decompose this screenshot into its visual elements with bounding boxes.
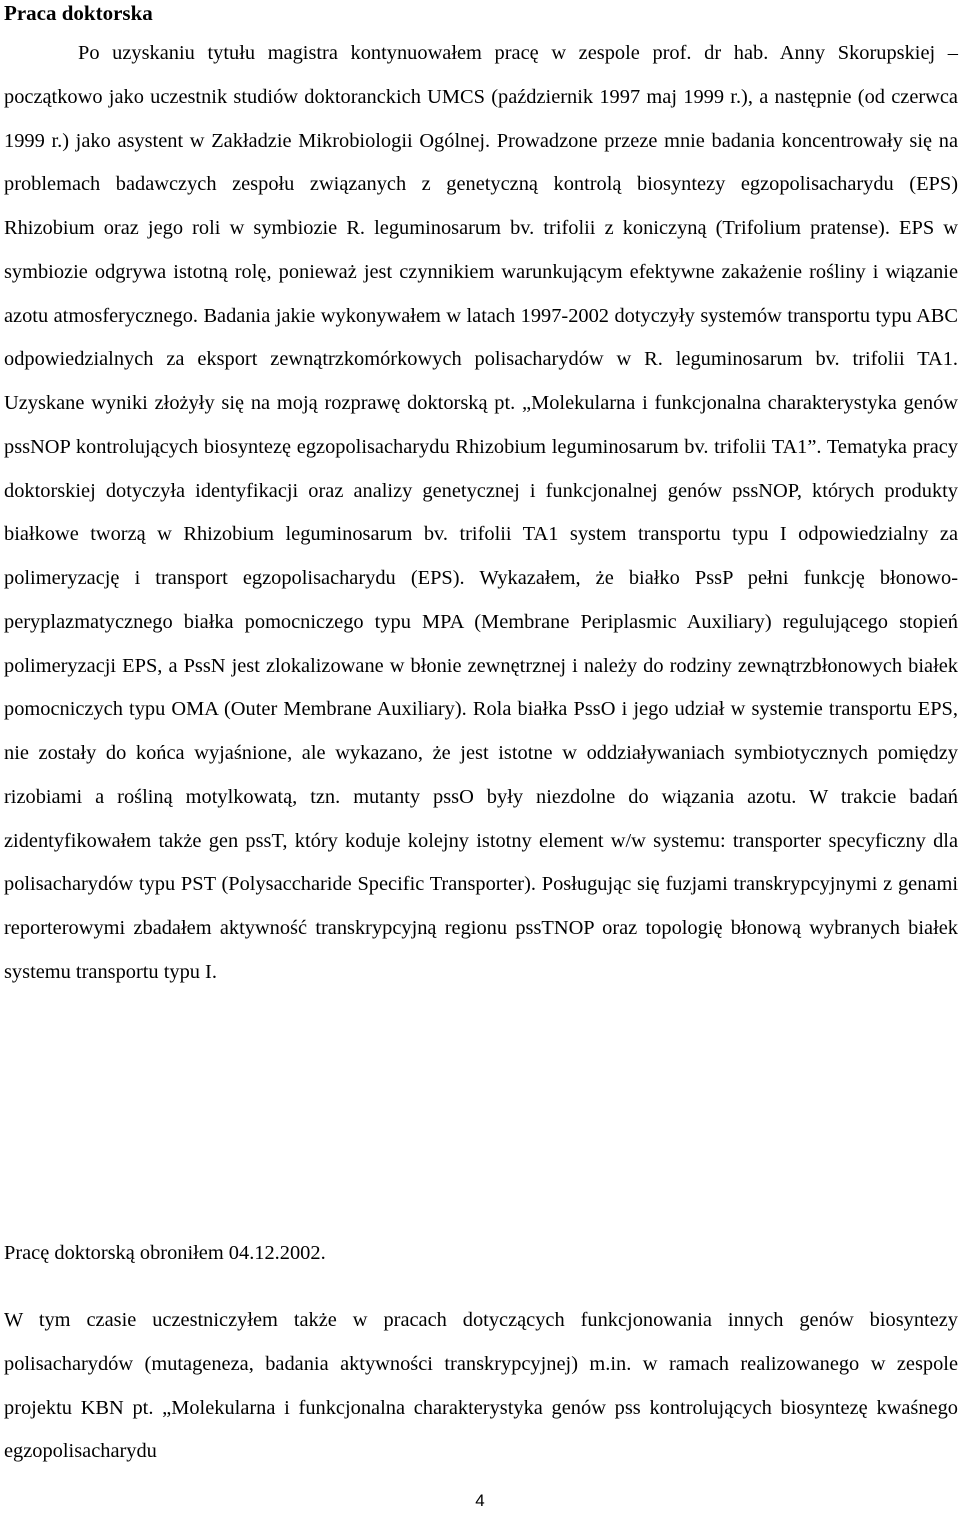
paragraph-phd-research: Po uzyskaniu tytułu magistra kontynuowałem pracę w zespole prof. dr hab. Anny Skorupskiej – początkowo jako uczestnik studiów doktoranckich UMCS (październik 1997 maj 1999 r.), a następnie (od czerwca 1999 r.) jako asystent w Zakładzie Mikrobiologii Ogólnej. Prowadzone przeze mnie badania koncentrowały się na problemach badawczych zespołu związanych z genetyczną kontrolą biosyntezy egzopolisacharydu (EPS) Rhizobium oraz jego roli w symbiozie R. leguminosarum bv. trifolii z koniczyną (Trifolium pratense). EPS w symbiozie odgrywa istotną rolę, ponieważ jest czynnikiem warunkującym efektywne zakażenie rośliny i wiązanie azotu atmosferycznego. Badania jakie wykonywałem w latach 1997-2002 dotyczyły systemów transportu typu ABC odpowiedzialnych za eksport zewnątrzkomórkowych polisacharydów w R. leguminosarum bv. trifolii TA1. Uzyskane wyniki złożyły się na moją rozprawę doktorską pt. „Molekularna i funkcjonalna charakterystyka genów pssNOP kontrolujących biosyntezę egzopolisacharydu Rhizobium leguminosarum bv. trifolii TA1”. Tematyka pracy doktorskiej dotyczyła identyfikacji oraz analizy genetycznej i funkcjonalnej genów pssNOP, których produkty białkowe tworzą w Rhizobium leguminosarum bv. trifolii TA1 system transportu typu I odpowiedzialny za polimeryzację i transport egzopolisacharydu (EPS). Wykazałem, że białko PssP pełni funkcję błonowo-peryplazmatycznego białka pomocniczego typu MPA (Membrane Periplasmic Auxiliary) regulującego stopień polimeryzacji EPS, a PssN jest zlokalizowane w błonie zewnętrznej i należy do rodziny zewnątrzbłonowych białek pomocniczych typu OMA (Outer Membrane Auxiliary). Rola białka PssO i jego udział w systemie transportu EPS, nie zostały do końca wyjaśnione, ale wykazano, że jest istotne w oddziaływaniach symbiotycznych pomiędzy rizobiami a rośliną motylkowatą, tzn. mutanty pssO były niezdolne do wiązania azotu. W trakcie badań zidentyfikowałem także gen pssT, który koduje kolejny istotny element w/w systemu: transporter specyficzny dla polisacharydów typu PST (Polysaccharide Specific Transporter). Posługując się fuzjami transkrypcyjnymi z genami reporterowymi zbadałem aktywność transkrypcyjną regionu pssTNOP oraz topologię błonową wybranych białek systemu transportu typu I. bbox=[4, 42, 958, 983]
paragraph-defense-date: Pracę doktorską obroniłem 04.12.2002. bbox=[4, 1242, 326, 1264]
section-heading: Praca doktorska bbox=[4, 1, 153, 25]
paragraph-other-work: W tym czasie uczestniczyłem także w pracach dotyczących funkcjonowania innych genów biosyntezy polisacharydów (mutageneza, badania aktywności transkrypcyjnej) m.in. w ramach realizowanego w zespole projektu KBN pt. „Molekularna i funkcjonalna charakterystyka genów pss kontrolujących biosyntezę kwaśnego egzopolisacharydu bbox=[4, 1309, 958, 1463]
page-number: 4 bbox=[475, 1491, 485, 1510]
